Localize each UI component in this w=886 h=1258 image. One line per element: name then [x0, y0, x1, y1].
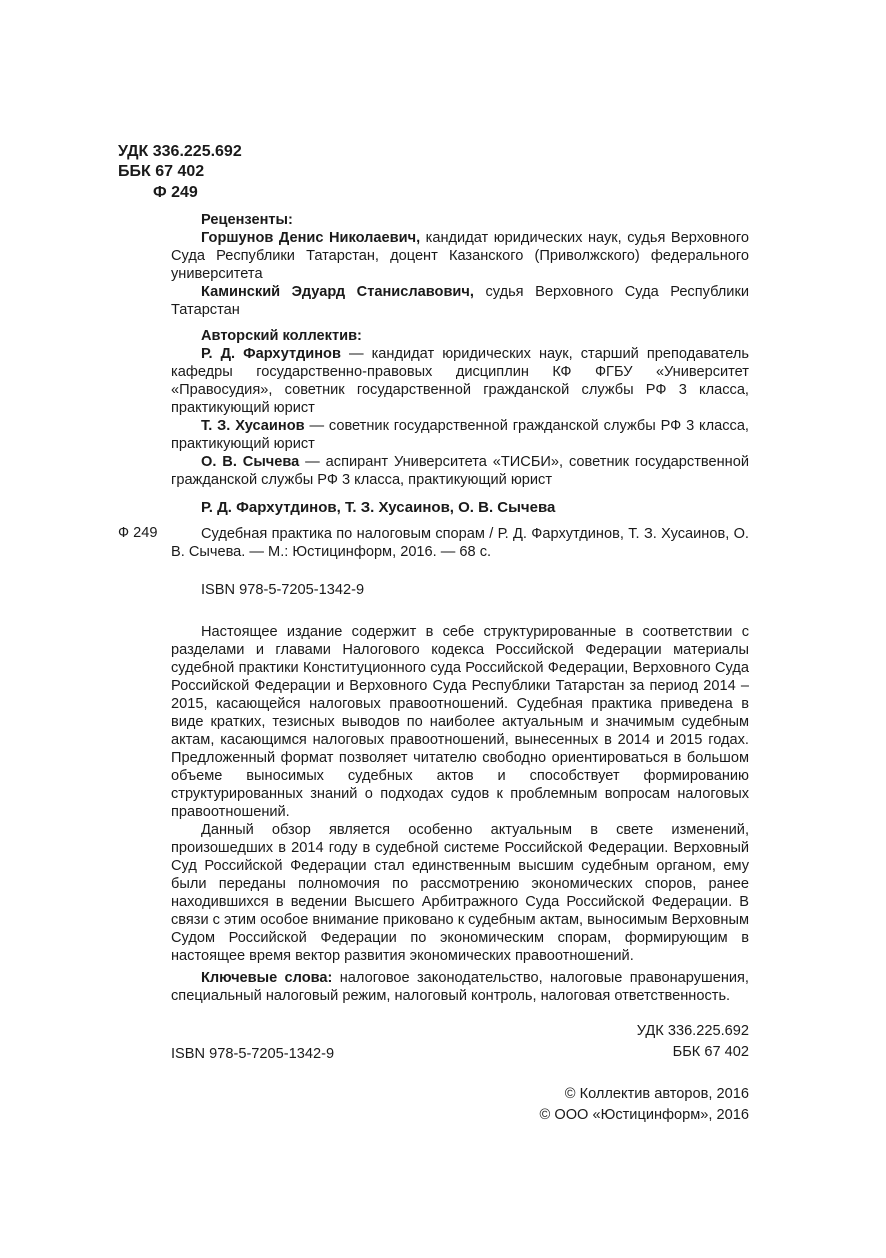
author-name: Р. Д. Фархутдинов [201, 346, 341, 362]
udk-code: УДК 336.225.692 [118, 143, 242, 160]
copyright-authors: © Коллектив авторов, 2016 [564, 1086, 749, 1102]
author-entry [171, 417, 749, 453]
keywords-label: Ключевые слова: [201, 970, 333, 986]
footer-udk: УДК 336.225.692 [636, 1023, 749, 1039]
reviewers-block [171, 211, 749, 319]
footer-isbn: ISBN 978-5-7205-1342-9 [171, 1046, 335, 1062]
reviewer-entry [171, 229, 749, 283]
keywords [171, 969, 749, 1005]
author-text: — советник государственной гражданской службы РФ 3 класса, практикующий юрист [171, 418, 749, 452]
author-entry [171, 453, 749, 489]
reviewer-entry [171, 283, 749, 319]
authors-block [171, 327, 749, 489]
footer-bbk: ББК 67 402 [672, 1044, 749, 1060]
reviewers-heading: Рецензенты: [201, 212, 293, 228]
bib-record: Судебная практика по налоговым спорам / Р. Д. Фархутдинов, Т. З. Хусаинов, О. В. Сычева. — М.: Юстицинформ, 2016. — 68 с. [171, 526, 749, 560]
copyright-publisher: © ООО «Юстицинформ», 2016 [539, 1107, 749, 1123]
author-mark: Ф 249 [153, 184, 198, 201]
author-text: — аспирант Университета «ТИСБИ», советник государственной гражданской службы РФ 3 класса, практикующий юрист [171, 454, 749, 488]
reviewer-text: кандидат юридических наук, судья Верховного Суда Республики Татарстан, доцент Казанского (Приволжского) федерального университета [171, 230, 749, 282]
author-entry [171, 345, 749, 417]
reviewer-text: судья Верховного Суда Республики Татарстан [171, 284, 749, 318]
bib-isbn: ISBN 978-5-7205-1342-9 [201, 582, 365, 598]
abstract [171, 623, 749, 965]
author-text: — кандидат юридических наук, старший преподаватель кафедры государственно-правовых дисциплин КФ ФГБУ «Университет «Правосудия», советник государственной гражданской службы РФ 3 класса, практикующий юрист [171, 346, 749, 416]
keywords-text: налоговое законодательство, налоговые правонарушения, специальный налоговый режим, налоговый контроль, налоговая ответственность. [171, 970, 749, 1004]
author-name: Т. З. Хусаинов [201, 418, 305, 434]
bbk-code: ББК 67 402 [118, 163, 205, 180]
author-name: О. В. Сычева [201, 454, 300, 470]
bib-mark: Ф 249 [118, 525, 158, 541]
reviewer-name: Каминский Эдуард Станиславович, [201, 284, 474, 300]
abstract-paragraph: Настоящее издание содержит в себе структурированные в соответствии с разделами и главами Налогового кодекса Российской Федерации материалы судебной практики Конституционного суда Российской Федерации, Верховного Суда Российской Федерации и Верховного Суда Республики Татарстан за период 2014 – 2015, касающейся налоговых правоотношений. Судебная практика приведена в виде кратких, тезисных выводов по наиболее актуальным и значимым судебным актам, касающимся налоговых правоотношений, вынесенных в 2014 и 2015 годах. Предложенный формат позволяет читателю свободно ориентироваться в большом объеме выносимых судебных актов и способствует формированию структурированных знаний о подходах судов к проблемным вопросам налоговых правоотношений. [171, 624, 749, 820]
reviewer-name: Горшунов Денис Николаевич, [201, 230, 421, 246]
authors-heading: Авторский коллектив: [201, 328, 362, 344]
abstract-paragraph: Данный обзор является особенно актуальным в свете изменений, произошедших в 2014 году в судебной системе Российской Федерации. Верховный Суд Российской Федерации стал единственным высшим судебным органом, ему были переданы полномочия по рассмотрению экономических споров, ранее находившихся в ведении Высшего Арбитражного Суда Российской Федерации. В связи с этим особое внимание приковано к судебным актам, выносимым Верховным Судом Российской Федерации по экономическим спорам, формирующим в настоящее время вектор развития экономических правоотношений. [171, 822, 750, 964]
bib-authors: Р. Д. Фархутдинов, Т. З. Хусаинов, О. В. Сычева [201, 499, 556, 516]
